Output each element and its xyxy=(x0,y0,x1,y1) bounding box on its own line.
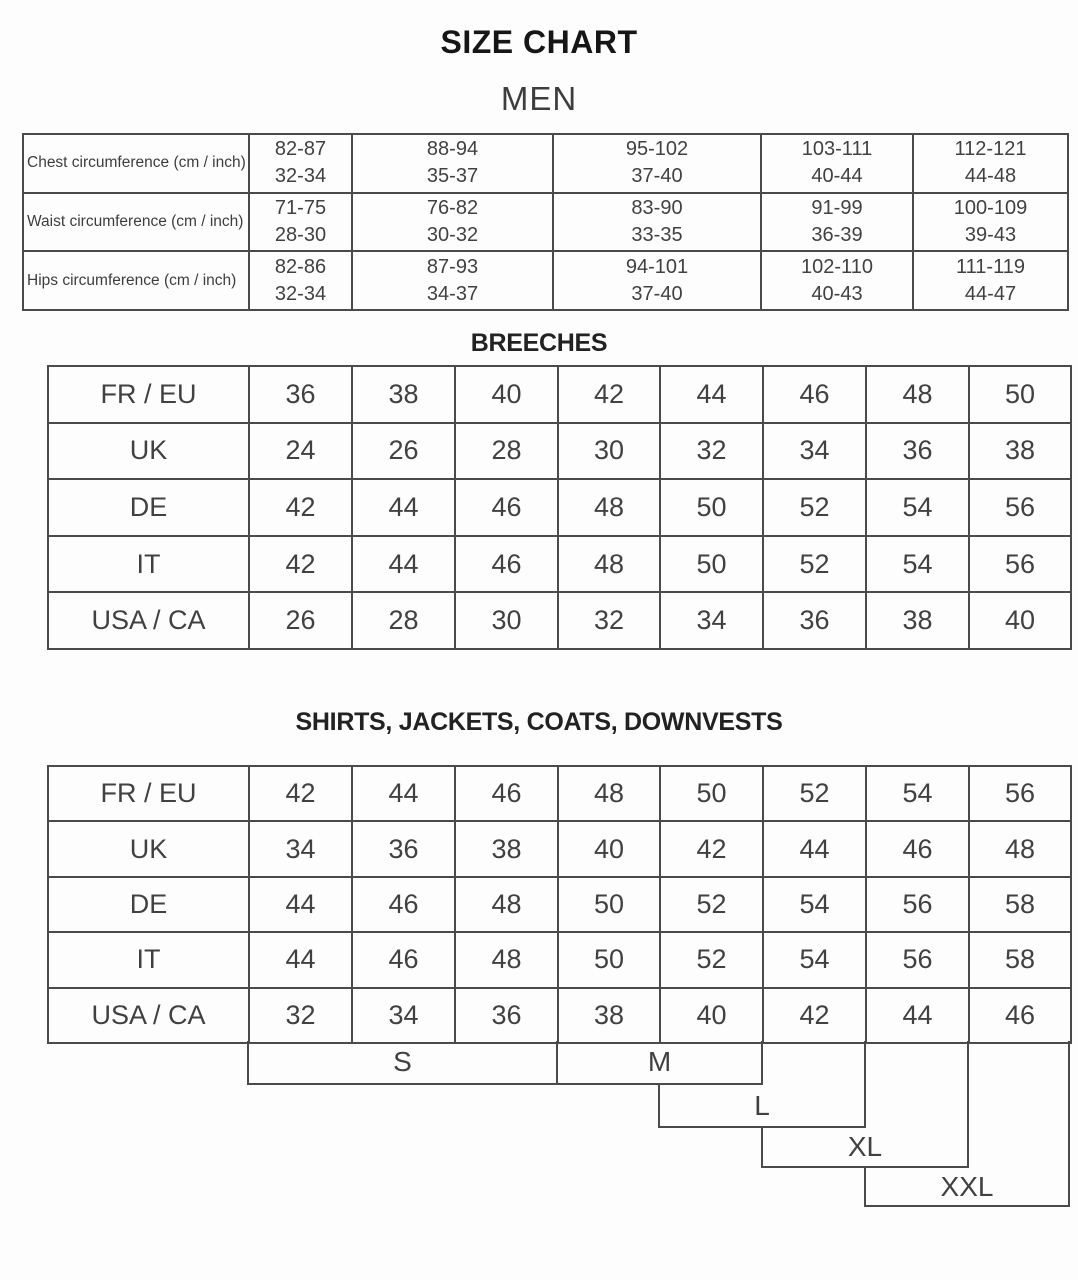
measurement-inch-range: 28-30 xyxy=(274,224,327,247)
region-label: FR / EU xyxy=(48,366,249,423)
size-value-cell: 54 xyxy=(866,536,969,593)
size-value-cell: 30 xyxy=(558,423,660,480)
size-value-cell: 36 xyxy=(763,592,866,649)
size-value-cell: 52 xyxy=(763,766,866,821)
size-value-cell: 50 xyxy=(660,766,763,821)
size-value-cell: 46 xyxy=(352,932,455,987)
measurement-row-label: Hips circumference (cm / inch) xyxy=(23,251,249,310)
size-value-cell: 36 xyxy=(352,821,455,876)
size-band-xxl: XXL xyxy=(864,1168,1070,1207)
size-value-cell: 56 xyxy=(866,932,969,987)
measurement-cm-range: 87-93 xyxy=(426,255,479,278)
size-value-cell: 42 xyxy=(763,988,866,1043)
region-label: FR / EU xyxy=(48,766,249,821)
measurement-inch-range: 44-47 xyxy=(964,282,1017,305)
size-value-cell: 54 xyxy=(866,479,969,536)
size-value-cell: 38 xyxy=(455,821,558,876)
size-value-cell: 46 xyxy=(455,479,558,536)
size-value-cell: 38 xyxy=(558,988,660,1043)
size-value-cell: 40 xyxy=(969,592,1071,649)
size-value-cell: 34 xyxy=(352,988,455,1043)
size-value-cell: 42 xyxy=(660,821,763,876)
region-label: IT xyxy=(48,536,249,593)
shirts-heading: SHIRTS, JACKETS, COATS, DOWNVESTS xyxy=(295,708,783,736)
size-value-cell: 48 xyxy=(455,932,558,987)
measurement-inch-range: 40-43 xyxy=(811,282,863,305)
region-label: IT xyxy=(48,932,249,987)
size-value-cell: 42 xyxy=(249,766,352,821)
measurement-cm-range: 88-94 xyxy=(426,138,479,161)
size-value-cell: 48 xyxy=(558,479,660,536)
size-value-cell: 46 xyxy=(455,766,558,821)
size-value-cell: 44 xyxy=(352,766,455,821)
measurement-value-cell xyxy=(249,193,352,252)
size-value-cell: 50 xyxy=(558,932,660,987)
size-value-cell: 48 xyxy=(558,766,660,821)
size-value-cell: 32 xyxy=(249,988,352,1043)
measurement-cm-range: 95-102 xyxy=(625,138,689,161)
size-value-cell: 56 xyxy=(866,877,969,932)
measurement-value-cell xyxy=(913,251,1068,310)
measurement-inch-range: 32-34 xyxy=(274,165,327,188)
size-value-cell: 44 xyxy=(249,932,352,987)
measurement-inch-range: 37-40 xyxy=(631,165,683,188)
size-value-cell: 52 xyxy=(660,877,763,932)
size-value-cell: 48 xyxy=(866,366,969,423)
measurement-value-cell xyxy=(352,193,553,252)
size-row xyxy=(48,536,1071,593)
breeches-heading: BREECHES xyxy=(470,329,608,357)
page-subtitle: MEN xyxy=(500,80,578,117)
size-value-cell: 54 xyxy=(763,932,866,987)
measurement-row xyxy=(23,193,1068,252)
size-band-m: M xyxy=(558,1041,763,1085)
size-value-cell: 36 xyxy=(455,988,558,1043)
size-value-cell: 38 xyxy=(866,592,969,649)
size-value-cell: 56 xyxy=(969,766,1071,821)
breeches-table-body xyxy=(48,366,1071,649)
size-value-cell: 48 xyxy=(455,877,558,932)
size-value-cell: 54 xyxy=(866,766,969,821)
size-value-cell: 32 xyxy=(558,592,660,649)
size-value-cell: 44 xyxy=(866,988,969,1043)
size-value-cell: 36 xyxy=(249,366,352,423)
size-value-cell: 50 xyxy=(660,479,763,536)
size-row xyxy=(48,592,1071,649)
region-label: USA / CA xyxy=(48,592,249,649)
size-value-cell: 50 xyxy=(969,366,1071,423)
measurement-value-cell xyxy=(352,134,553,193)
measurement-value-cell xyxy=(761,193,913,252)
size-row xyxy=(48,988,1071,1043)
size-value-cell: 44 xyxy=(249,877,352,932)
breeches-table xyxy=(47,365,1072,650)
size-value-cell: 56 xyxy=(969,479,1071,536)
size-value-cell: 54 xyxy=(763,877,866,932)
size-band-riser-line xyxy=(1068,1041,1070,1168)
size-value-cell: 48 xyxy=(558,536,660,593)
measurement-cm-range: 103-111 xyxy=(801,138,873,161)
size-band-l: L xyxy=(658,1085,866,1128)
measurement-cm-range: 82-86 xyxy=(274,255,327,278)
size-band-riser-line xyxy=(864,1041,866,1085)
measurement-value-cell xyxy=(553,251,761,310)
size-value-cell: 34 xyxy=(763,423,866,480)
measurement-cm-range: 112-121 xyxy=(954,138,1027,161)
measurement-inch-range: 33-35 xyxy=(631,224,683,247)
size-value-cell: 58 xyxy=(969,932,1071,987)
size-value-cell: 32 xyxy=(660,423,763,480)
measurement-row-label: Chest circumference (cm / inch) xyxy=(23,134,249,193)
size-value-cell: 52 xyxy=(763,479,866,536)
size-value-cell: 52 xyxy=(660,932,763,987)
measurement-value-cell xyxy=(553,134,761,193)
size-band-xl: XL xyxy=(761,1128,969,1168)
size-band-s: S xyxy=(247,1041,558,1085)
size-value-cell: 58 xyxy=(969,877,1071,932)
measurement-cm-range: 111-119 xyxy=(956,255,1025,278)
measurement-cm-range: 83-90 xyxy=(631,197,683,220)
size-value-cell: 48 xyxy=(969,821,1071,876)
size-value-cell: 40 xyxy=(455,366,558,423)
measurement-row xyxy=(23,134,1068,193)
size-row xyxy=(48,877,1071,932)
size-value-cell: 56 xyxy=(969,536,1071,593)
size-value-cell: 38 xyxy=(969,423,1071,480)
measurement-value-cell xyxy=(761,134,913,193)
measurement-cm-range: 71-75 xyxy=(274,197,327,220)
size-value-cell: 40 xyxy=(558,821,660,876)
shirts-table xyxy=(47,765,1072,1044)
size-value-cell: 50 xyxy=(558,877,660,932)
size-band-riser-line xyxy=(967,1041,969,1128)
measurement-value-cell xyxy=(352,251,553,310)
size-value-cell: 26 xyxy=(352,423,455,480)
size-row xyxy=(48,366,1071,423)
size-value-cell: 42 xyxy=(249,479,352,536)
size-value-cell: 36 xyxy=(866,423,969,480)
size-value-cell: 24 xyxy=(249,423,352,480)
measurement-inch-range: 32-34 xyxy=(274,282,327,305)
measurement-inch-range: 36-39 xyxy=(811,224,863,247)
size-value-cell: 44 xyxy=(660,366,763,423)
size-row xyxy=(48,423,1071,480)
measurement-inch-range: 30-32 xyxy=(426,224,479,247)
size-value-cell: 46 xyxy=(763,366,866,423)
size-value-cell: 34 xyxy=(660,592,763,649)
size-value-cell: 46 xyxy=(969,988,1071,1043)
size-value-cell: 26 xyxy=(249,592,352,649)
measurement-value-cell xyxy=(249,251,352,310)
region-label: UK xyxy=(48,821,249,876)
size-value-cell: 44 xyxy=(352,536,455,593)
measurement-row xyxy=(23,251,1068,310)
measurement-inch-range: 34-37 xyxy=(426,282,479,305)
measurement-inch-range: 44-48 xyxy=(964,165,1017,188)
size-value-cell: 28 xyxy=(455,423,558,480)
size-value-cell: 28 xyxy=(352,592,455,649)
size-row xyxy=(48,821,1071,876)
size-value-cell: 44 xyxy=(352,479,455,536)
size-value-cell: 42 xyxy=(249,536,352,593)
size-row xyxy=(48,766,1071,821)
size-row xyxy=(48,479,1071,536)
size-value-cell: 46 xyxy=(352,877,455,932)
page-title: SIZE CHART xyxy=(440,24,638,60)
measurement-inch-range: 39-43 xyxy=(964,224,1017,247)
measurement-cm-range: 102-110 xyxy=(801,255,873,278)
size-value-cell: 50 xyxy=(660,536,763,593)
measurement-inch-range: 37-40 xyxy=(631,282,683,305)
region-label: USA / CA xyxy=(48,988,249,1043)
region-label: DE xyxy=(48,479,249,536)
measurement-value-cell xyxy=(553,193,761,252)
size-value-cell: 42 xyxy=(558,366,660,423)
measurement-cm-range: 82-87 xyxy=(274,138,327,161)
region-label: DE xyxy=(48,877,249,932)
size-value-cell: 44 xyxy=(763,821,866,876)
measurement-value-cell xyxy=(761,251,913,310)
measurement-value-cell xyxy=(249,134,352,193)
measurement-cm-range: 94-101 xyxy=(625,255,689,278)
measurement-value-cell xyxy=(913,193,1068,252)
size-value-cell: 46 xyxy=(866,821,969,876)
size-value-cell: 38 xyxy=(352,366,455,423)
size-value-cell: 34 xyxy=(249,821,352,876)
size-value-cell: 40 xyxy=(660,988,763,1043)
shirts-table-body xyxy=(48,766,1071,1043)
measurement-value-cell xyxy=(913,134,1068,193)
size-value-cell: 30 xyxy=(455,592,558,649)
size-row xyxy=(48,932,1071,987)
size-value-cell: 46 xyxy=(455,536,558,593)
size-value-cell: 52 xyxy=(763,536,866,593)
measurements-table-body xyxy=(23,134,1068,310)
measurement-row-label: Waist circumference (cm / inch) xyxy=(23,193,249,252)
measurement-cm-range: 100-109 xyxy=(953,197,1028,220)
measurement-inch-range: 35-37 xyxy=(426,165,479,188)
measurement-cm-range: 91-99 xyxy=(811,197,863,220)
measurement-cm-range: 76-82 xyxy=(426,197,479,220)
measurement-inch-range: 40-44 xyxy=(811,165,863,188)
measurements-table xyxy=(22,133,1069,311)
region-label: UK xyxy=(48,423,249,480)
